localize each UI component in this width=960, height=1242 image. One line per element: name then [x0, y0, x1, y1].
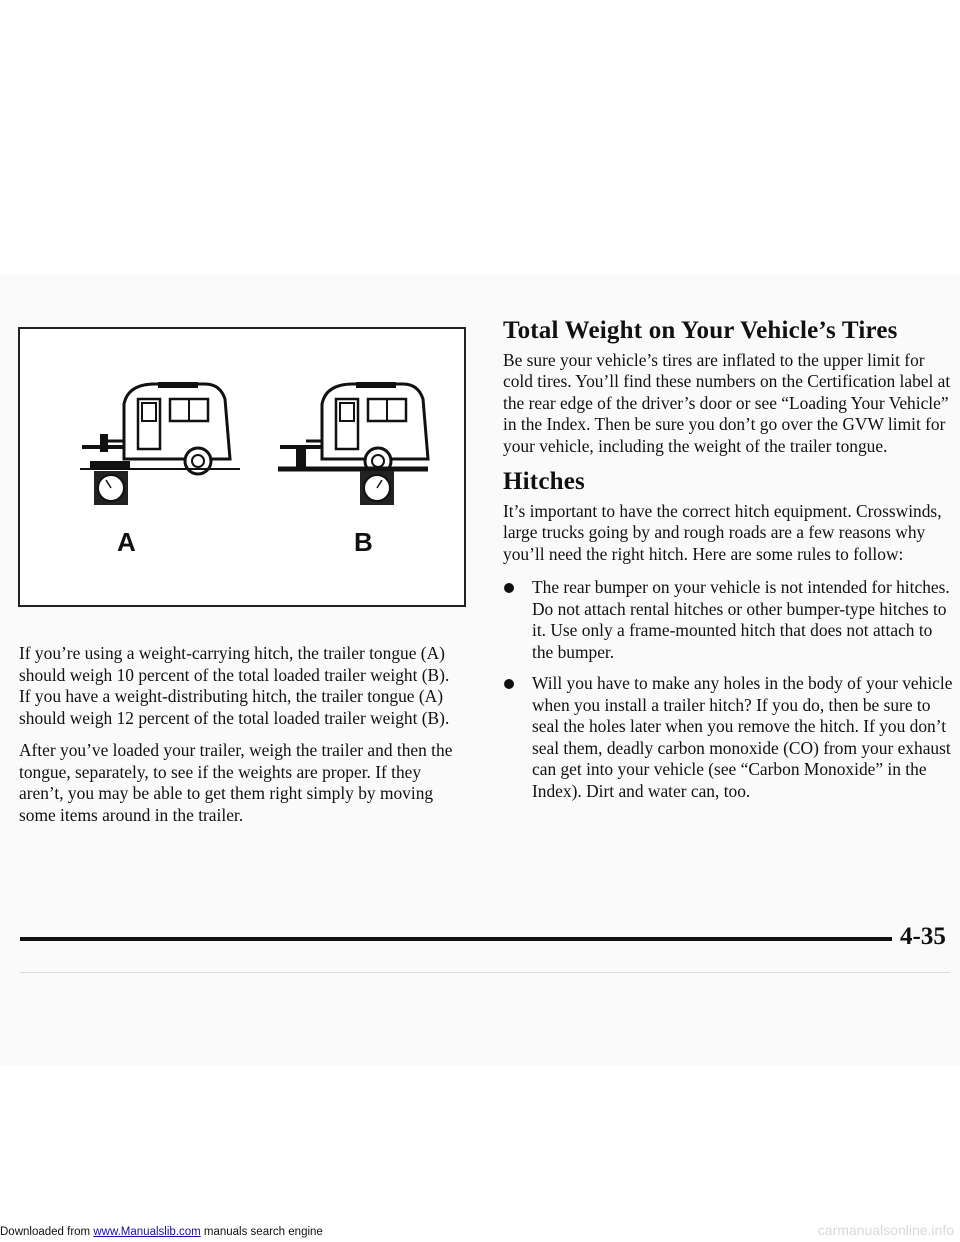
label-b: B — [354, 527, 373, 557]
tires-paragraph: Be sure your vehicle’s tires are inflated to the upper limit for cold tires. You’ll find these numbers on the Certification label at the rear edge of the driver’s door or see “Loading Your Vehicle” in the Index. Then be sure you don’t go over the GVW limit for your vehicle, including the weight of the trailer tongue. — [503, 349, 951, 456]
scan-line — [20, 972, 950, 973]
hitches-intro-paragraph: It’s important to have the correct hitch equipment. Crosswinds, large trucks going by and rough roads are a few reasons why you’ll need the right hitch. Here are some rules to follow: — [503, 500, 942, 564]
hitch-rules-list — [503, 577, 953, 802]
trailer-a-drawing — [80, 382, 240, 505]
weight-carrying-paragraph: If you’re using a weight-carrying hitch, the trailer tongue (A) should weigh 10 percent of the total loaded trailer weight (B). If you have a weight-distributing hitch, the trailer tongue (A) should weigh 12 percent of the total loaded trailer weight (B). — [19, 643, 450, 728]
download-notice — [0, 1226, 323, 1238]
footer-rule — [20, 937, 892, 941]
trailer-weighing-figure — [18, 327, 466, 607]
download-suffix: manuals search engine — [200, 1226, 323, 1238]
bottom-margin — [0, 1065, 960, 1242]
section-heading-hitches: Hitches — [503, 468, 585, 495]
top-margin — [0, 0, 960, 275]
watermark: carmanualsonline.info — [817, 1222, 954, 1238]
download-prefix: Downloaded from — [0, 1226, 94, 1238]
right-column — [503, 317, 953, 812]
list-item — [503, 577, 953, 663]
section-heading-tires: Total Weight on Your Vehicle’s Tires — [503, 317, 898, 344]
list-item — [503, 673, 953, 802]
loading-advice-paragraph: After you’ve loaded your trailer, weigh the trailer and then the tongue, separately, to see if the weights are proper. If they aren’t, you may be able to get them right simply by moving some items around in the trailer. — [19, 740, 453, 825]
list-item-text: Will you have to make any holes in the body of your vehicle when you install a trailer hitch? If you do, then be sure to seal the holes later when you remove the hitch. If you don’t seal them, deadly carbon monoxide (CO) from your exhaust can get into your vehicle (see “Carbon Monoxide” in the Index). Dirt and water can, too. — [532, 673, 953, 801]
label-a: A — [117, 527, 136, 557]
left-column — [19, 643, 464, 837]
list-item-text: The rear bumper on your vehicle is not intended for hitches. Do not attach rental hitches or other bumper-type hitches to it. Use only a frame-mounted hitch that does not attach to the bumper. — [532, 577, 950, 662]
trailer-b-drawing — [278, 382, 428, 505]
page-number: 4-35 — [900, 923, 946, 950]
manualslib-link[interactable]: www.Manualslib.com — [93, 1226, 201, 1238]
trailer-scale-illustration — [20, 329, 468, 609]
bullet-icon — [504, 583, 514, 593]
bullet-icon — [504, 679, 514, 689]
